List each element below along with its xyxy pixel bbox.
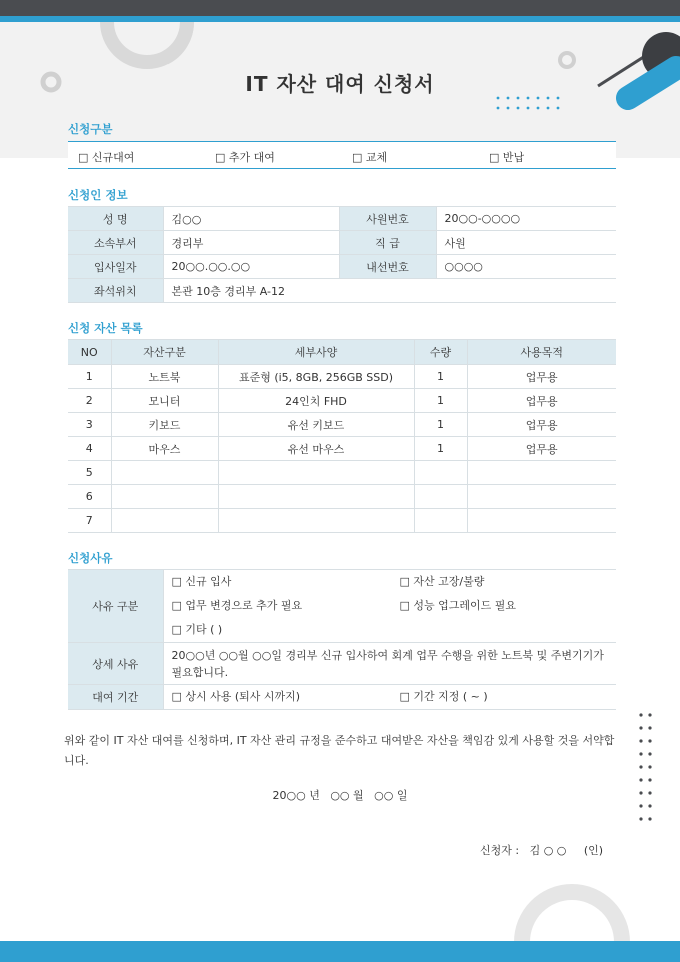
table-row — [68, 207, 616, 231]
checkbox-broken[interactable]: □ 자산 고장/불량 — [399, 575, 485, 588]
column-header: 수량 — [414, 340, 467, 365]
extension-value[interactable]: ○○○○ — [436, 255, 616, 279]
seat-label: 좌석위치 — [68, 279, 163, 303]
asset-list-table — [68, 339, 616, 533]
pledge-statement: 위와 같이 IT 자산 대여를 신청하며, IT 자산 관리 규정을 준수하고 대여받은 자산을 책임감 있게 사용할 것을 서약합니다. — [64, 734, 615, 767]
table-cell[interactable]: 표준형 (i5, 8GB, 256GB SSD) — [218, 365, 414, 389]
table-row — [68, 255, 616, 279]
rental-period-label: 대여 기간 — [68, 685, 163, 710]
table-cell[interactable] — [111, 485, 218, 509]
table-cell[interactable] — [414, 485, 467, 509]
reason-type-label: 사유 구분 — [68, 570, 163, 643]
name-value[interactable]: 김○○ — [163, 207, 339, 231]
table-cell[interactable]: 업무용 — [467, 413, 616, 437]
table-cell[interactable]: 노트북 — [111, 365, 218, 389]
detail-reason-text[interactable]: 20○○년 ○○월 ○○일 경리부 신규 입사하여 회계 업무 수행을 위한 노트북 및 주변기기가 필요합니다. — [163, 643, 616, 685]
checkbox-replacement[interactable]: □ 교체 — [352, 151, 388, 164]
column-header: 사용목적 — [467, 340, 616, 365]
signer-line: 신청자 : 김 ○ ○ (인) — [480, 844, 604, 857]
table-cell[interactable] — [414, 509, 467, 533]
rank-value[interactable]: 사원 — [436, 231, 616, 255]
table-row — [68, 509, 616, 533]
table-row — [68, 365, 616, 389]
table-cell[interactable]: 업무용 — [467, 437, 616, 461]
table-cell: 4 — [68, 437, 111, 461]
table-cell: 1 — [68, 365, 111, 389]
table-cell[interactable]: 1 — [414, 365, 467, 389]
table-cell: 5 — [68, 461, 111, 485]
reason-table — [68, 569, 616, 710]
table-cell[interactable]: 1 — [414, 437, 467, 461]
applicant-info-table — [68, 206, 616, 303]
checkbox-other[interactable]: □ 기타 ( ) — [171, 623, 223, 636]
document-title: IT 자산 대여 신청서 — [245, 72, 435, 96]
table-row — [68, 279, 616, 303]
checkbox-new-hire[interactable]: □ 신규 입사 — [171, 575, 232, 588]
table-cell[interactable] — [111, 461, 218, 485]
seat-value[interactable]: 본관 10층 경리부 A-12 — [163, 279, 616, 303]
decor-arc-bottom — [512, 860, 632, 942]
table-cell: 2 — [68, 389, 111, 413]
table-row — [68, 231, 616, 255]
rental-period-options — [163, 685, 616, 710]
detail-reason-label: 상세 사유 — [68, 643, 163, 685]
checkbox-role-change[interactable]: □ 업무 변경으로 추가 필요 — [171, 599, 303, 612]
table-row — [68, 413, 616, 437]
table-row — [68, 685, 616, 710]
category-heading: 신청구분 — [68, 122, 113, 136]
decor-dots-header — [494, 94, 564, 114]
table-cell[interactable]: 모니터 — [111, 389, 218, 413]
table-cell[interactable] — [467, 485, 616, 509]
table-cell: 6 — [68, 485, 111, 509]
table-cell[interactable]: 1 — [414, 389, 467, 413]
assets-heading: 신청 자산 목록 — [68, 321, 143, 335]
column-header: NO — [68, 340, 111, 365]
table-cell[interactable]: 유선 마우스 — [218, 437, 414, 461]
table-cell[interactable]: 24인치 FHD — [218, 389, 414, 413]
department-label: 소속부서 — [68, 231, 163, 255]
table-cell[interactable]: 업무용 — [467, 389, 616, 413]
table-cell[interactable] — [467, 461, 616, 485]
bottom-accent-bar — [0, 941, 680, 962]
name-label: 성 명 — [68, 207, 163, 231]
join-date-label: 입사일자 — [68, 255, 163, 279]
employee-number-label: 사원번호 — [339, 207, 436, 231]
table-cell[interactable] — [111, 509, 218, 533]
table-cell[interactable]: 키보드 — [111, 413, 218, 437]
table-cell[interactable]: 업무용 — [467, 365, 616, 389]
checkbox-fixed-period[interactable]: □ 기간 지정 ( ~ ) — [399, 690, 488, 703]
top-dark-bar — [0, 0, 680, 16]
rank-label: 직 급 — [339, 231, 436, 255]
table-cell[interactable]: 마우스 — [111, 437, 218, 461]
column-header: 세부사양 — [218, 340, 414, 365]
table-row — [68, 437, 616, 461]
table-cell[interactable] — [467, 509, 616, 533]
applicant-heading: 신청인 정보 — [68, 188, 128, 202]
table-cell[interactable] — [414, 461, 467, 485]
department-value[interactable]: 경리부 — [163, 231, 339, 255]
checkbox-additional-rental[interactable]: □ 추가 대여 — [215, 151, 275, 164]
table-row — [68, 461, 616, 485]
checkbox-return[interactable]: □ 반납 — [489, 151, 525, 164]
table-header-row — [68, 340, 616, 365]
table-cell[interactable]: 1 — [414, 413, 467, 437]
date-line: 20○○ 년 ○○ 월 ○○ 일 — [272, 789, 408, 802]
decor-dots-side — [636, 710, 656, 830]
table-cell[interactable]: 유선 키보드 — [218, 413, 414, 437]
table-row — [68, 570, 616, 643]
join-date-value[interactable]: 20○○.○○.○○ — [163, 255, 339, 279]
table-cell[interactable] — [218, 509, 414, 533]
table-cell: 3 — [68, 413, 111, 437]
checkbox-upgrade[interactable]: □ 성능 업그레이드 필요 — [399, 599, 517, 612]
extension-label: 내선번호 — [339, 255, 436, 279]
checkbox-permanent-use[interactable]: □ 상시 사용 (퇴사 시까지) — [171, 690, 301, 703]
reason-heading: 신청사유 — [68, 551, 113, 565]
checkbox-new-rental[interactable]: □ 신규대여 — [78, 151, 135, 164]
column-header: 자산구분 — [111, 340, 218, 365]
table-row — [68, 389, 616, 413]
table-cell: 7 — [68, 509, 111, 533]
reason-type-options — [163, 570, 616, 643]
table-cell[interactable] — [218, 461, 414, 485]
table-row — [68, 643, 616, 685]
table-cell[interactable] — [218, 485, 414, 509]
table-row — [68, 485, 616, 509]
category-options — [68, 141, 616, 169]
employee-number-value[interactable]: 20○○-○○○○ — [436, 207, 616, 231]
